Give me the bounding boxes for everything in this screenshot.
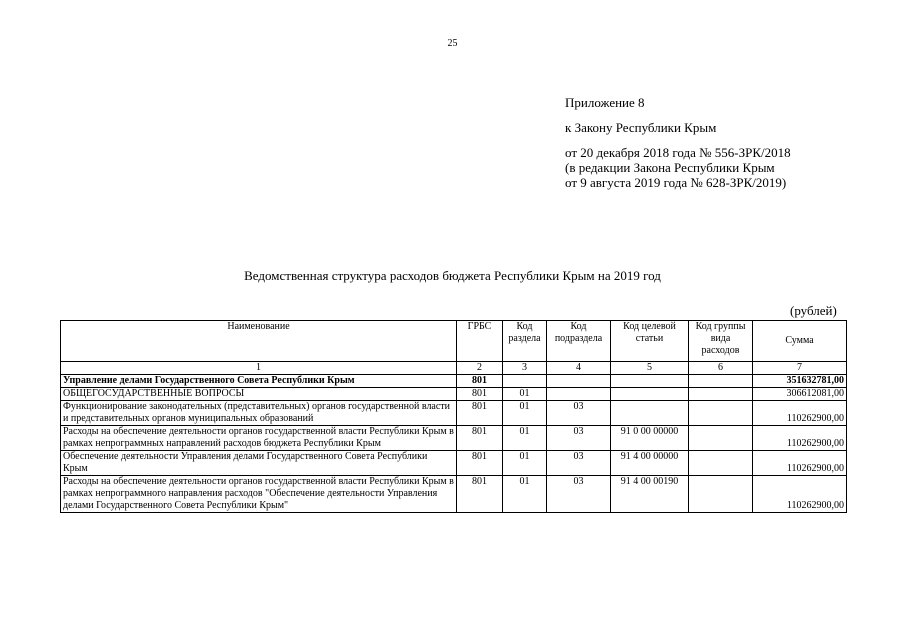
row-name: Обеспечение деятельности Управления делами Государственного Совета Республики Крым [61, 451, 457, 476]
budget-table [60, 320, 847, 513]
row-podrazdel [547, 375, 611, 388]
row-podrazdel: 03 [547, 451, 611, 476]
row-sum: 110262900,00 [753, 426, 847, 451]
appendix-edition-date: от 9 августа 2019 года № 628-ЗРК/2019) [565, 175, 787, 190]
row-razdel: 01 [503, 426, 547, 451]
table-row [61, 388, 847, 401]
appendix-edition: (в редакции Закона Республики Крым [565, 160, 775, 175]
row-razdel: 01 [503, 476, 547, 513]
row-razdel [503, 375, 547, 388]
row-grbs: 801 [457, 451, 503, 476]
row-vid [689, 401, 753, 426]
document-title: Ведомственная структура расходов бюджета Республики Крым на 2019 год [244, 268, 661, 283]
page-number: 25 [447, 38, 458, 49]
table-header-row [61, 321, 847, 362]
row-grbs: 801 [457, 401, 503, 426]
appendix-law: к Закону Республики Крым [565, 120, 717, 135]
header-target: Код целевой статьи [611, 321, 689, 362]
table-row [61, 476, 847, 513]
header-sum: Сумма [753, 321, 847, 362]
row-grbs: 801 [457, 388, 503, 401]
row-podrazdel: 03 [547, 401, 611, 426]
row-name: ОБЩЕГОСУДАРСТВЕННЫЕ ВОПРОСЫ [61, 388, 457, 401]
row-grbs: 801 [457, 476, 503, 513]
row-target: 91 0 00 00000 [611, 426, 689, 451]
column-number: 4 [547, 362, 611, 375]
row-name: Управление делами Государственного Совета Республики Крым [61, 375, 457, 388]
header-name: Наименование [61, 321, 457, 362]
row-vid [689, 375, 753, 388]
column-number: 7 [753, 362, 847, 375]
column-number: 3 [503, 362, 547, 375]
row-target [611, 401, 689, 426]
row-razdel: 01 [503, 401, 547, 426]
header-razdel: Код раздела [503, 321, 547, 362]
row-name: Расходы на обеспечение деятельности органов государственной власти Республики Крым в рамках непрограммных направлений расходов бюджета Республики Крым [61, 426, 457, 451]
row-razdel: 01 [503, 388, 547, 401]
column-number: 1 [61, 362, 457, 375]
row-grbs: 801 [457, 426, 503, 451]
header-grbs: ГРБС [457, 321, 503, 362]
column-number: 2 [457, 362, 503, 375]
row-sum: 110262900,00 [753, 476, 847, 513]
column-number-row [61, 362, 847, 375]
header-vid: Код группы вида расходов [689, 321, 753, 362]
row-sum: 110262900,00 [753, 401, 847, 426]
row-sum: 110262900,00 [753, 451, 847, 476]
row-vid [689, 426, 753, 451]
header-podrazdel: Код подраздела [547, 321, 611, 362]
appendix-block [565, 95, 791, 190]
row-sum: 351632781,00 [753, 375, 847, 388]
appendix-law-date: от 20 декабря 2018 года № 556-ЗРК/2018 [565, 145, 791, 160]
row-razdel: 01 [503, 451, 547, 476]
row-vid [689, 388, 753, 401]
row-vid [689, 451, 753, 476]
row-podrazdel [547, 388, 611, 401]
currency-unit: (рублей) [790, 303, 837, 318]
table-row [61, 375, 847, 388]
row-target: 91 4 00 00190 [611, 476, 689, 513]
table-row [61, 451, 847, 476]
row-target: 91 4 00 00000 [611, 451, 689, 476]
table-row [61, 401, 847, 426]
row-sum: 306612081,00 [753, 388, 847, 401]
column-number: 5 [611, 362, 689, 375]
table-row [61, 426, 847, 451]
row-grbs: 801 [457, 375, 503, 388]
row-name: Расходы на обеспечение деятельности органов государственной власти Республики Крым в рамках непрограммного направления расходов "Обеспечение деятельности Управления делами Государственного Совета Республики Крым" [61, 476, 457, 513]
row-podrazdel: 03 [547, 476, 611, 513]
row-name: Функционирование законодательных (представительных) органов государственной власти и представительных органов муниципальных образований [61, 401, 457, 426]
row-target [611, 388, 689, 401]
column-number: 6 [689, 362, 753, 375]
row-vid [689, 476, 753, 513]
row-podrazdel: 03 [547, 426, 611, 451]
appendix-number: Приложение 8 [565, 95, 645, 110]
row-target [611, 375, 689, 388]
